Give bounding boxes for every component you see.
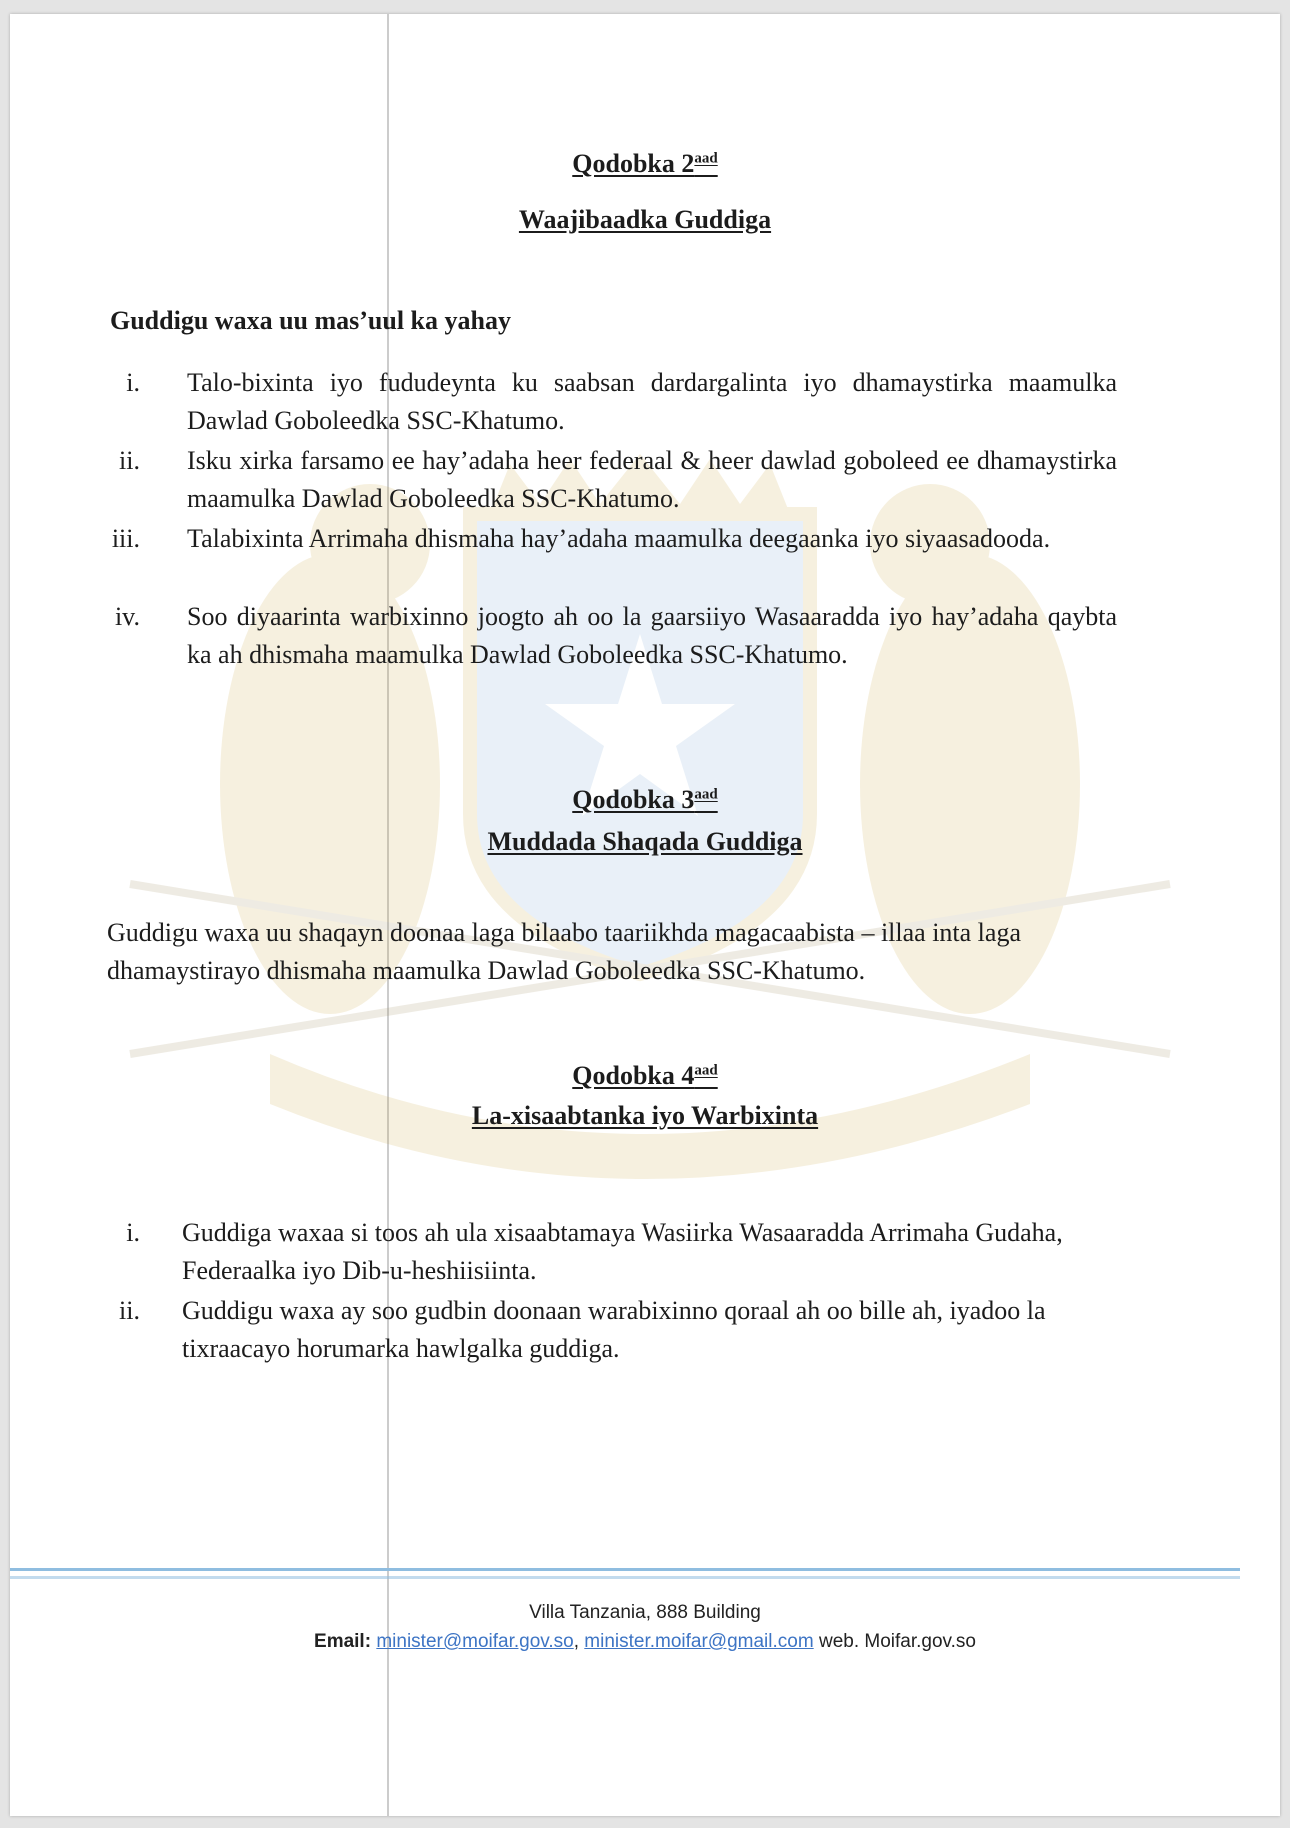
footer-email-link-1[interactable]: minister@moifar.gov.so [376,1631,574,1652]
section-2-subheading: Waajibaadka Guddiga [518,205,772,234]
section-3-body: Guddigu waxa uu shaqayn doonaa laga bilaabo taariikhda magacaabista – illaa inta laga dhamaystirayo dhismaha maamulka Dawlad Goboleedka SSC-Khatumo. [107,918,1021,985]
list-item-text: Talabixinta Arrimaha dhismaha hay’adaha maamulka deegaanka iyo siyaasadooda. [187,524,1051,553]
section-3-heading-text: Qodobka 3 [572,785,695,814]
list-item-number: iii. [111,524,140,553]
list-item-number: i. [126,368,140,397]
section-4-heading-text: Qodobka 4 [572,1061,695,1090]
footer-web: web. Moifar.gov.so [818,1631,976,1652]
footer-rule-secondary [10,1576,1240,1579]
section-4-heading-sup: aad [694,1062,718,1079]
list-item-number: ii. [119,1296,140,1325]
section-3-subheading: Muddada Shaqada Guddiga [487,827,803,856]
list-item-number: i. [126,1218,140,1247]
section-2-heading-text: Qodobka 2 [572,149,695,178]
section-4-heading [10,1060,1280,1091]
list-item-text: Isku xirka farsamo ee hay’adaha heer federaal & heer dawlad goboleed ee dhamaystirka maamulka Dawlad Goboleedka SSC-Khatumo. [187,446,1117,513]
section-2-intro: Guddigu waxa uu mas’uul ka yahay [110,306,511,335]
section-3-heading-sup: aad [694,786,718,803]
section-2-heading-sup: aad [694,150,718,167]
document-page [10,14,1280,1816]
list-item-text: Guddiga waxaa si toos ah ula xisaabtamaya Wasiirka Wasaaradda Arrimaha Gudaha, Federaalka iyo Dib-u-heshiisiinta. [182,1218,1063,1285]
list-item-text: Guddigu waxa ay soo gudbin doonaan warabixinno qoraal ah oo bille ah, iyadoo la tixraacayo horumarka hawlgalka guddiga. [182,1296,1046,1363]
footer-contacts [10,1631,1280,1653]
section-2-heading [10,148,1280,179]
list-item-text: Talo-bixinta iyo fududeynta ku saabsan dardargalinta iyo dhamaystirka maamulka Dawlad Goboleedka SSC-Khatumo. [187,368,1117,435]
list-item-number: ii. [119,446,140,475]
footer-separator: , [573,1631,579,1652]
section-4-subheading: La-xisaabtanka iyo Warbixinta [471,1101,819,1130]
footer-address: Villa Tanzania, 888 Building [529,1602,761,1623]
footer-email-link-2[interactable]: minister.moifar@gmail.com [584,1631,814,1652]
section-3-heading [10,784,1280,815]
list-item-text: Soo diyaarinta warbixinno joogto ah oo la gaarsiiyo Wasaaradda iyo hay’adaha qaybta ka ah dhismaha maamulka Dawlad Goboleedka SSC-Khatumo. [187,602,1117,669]
list-item-number: iv. [114,602,140,631]
footer-email-label: Email: [314,1631,372,1652]
footer-rule [10,1568,1240,1571]
